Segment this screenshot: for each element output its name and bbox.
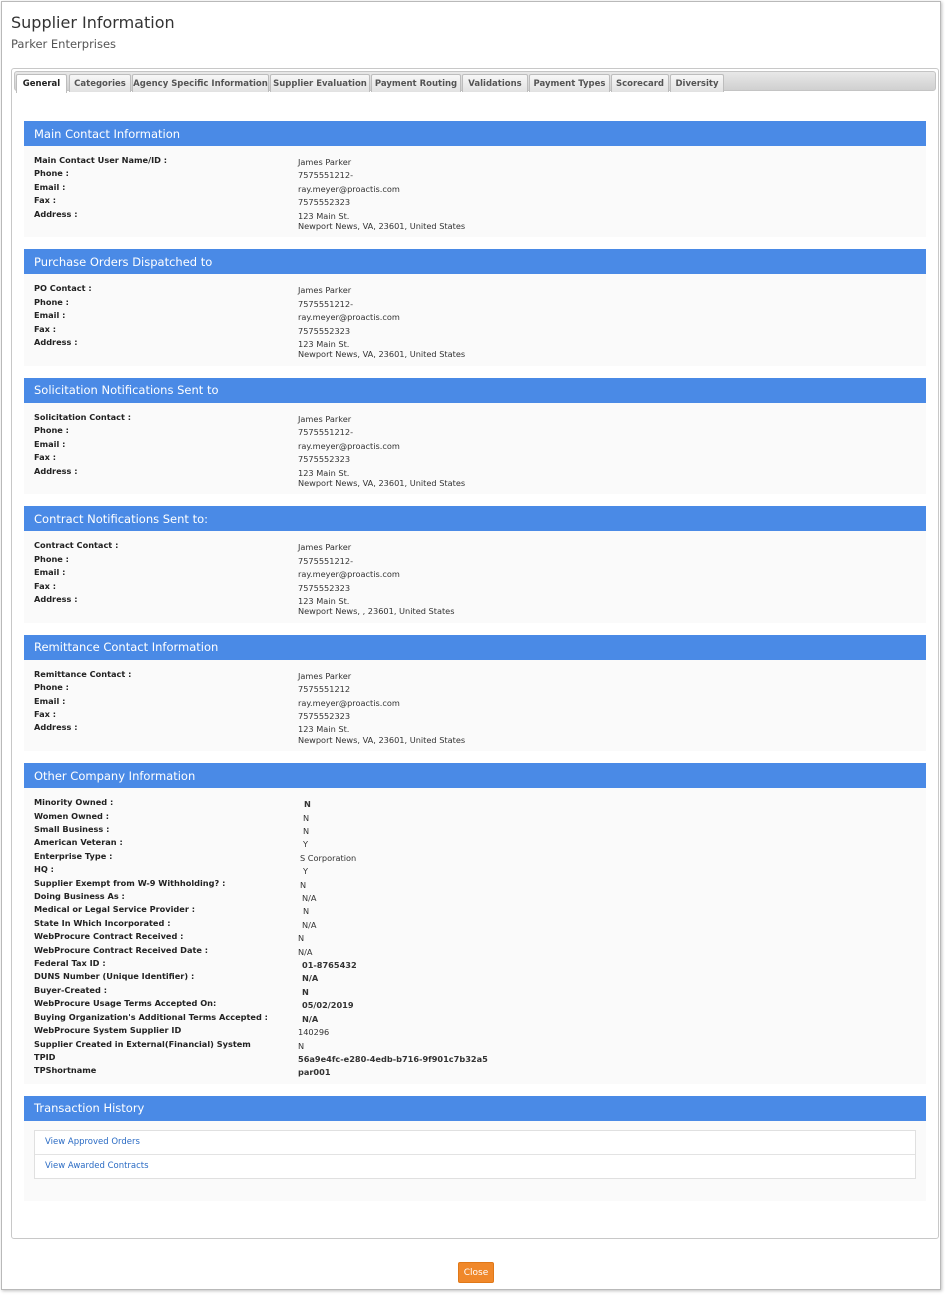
general-tab-content bbox=[24, 121, 926, 1213]
field-label: Address : bbox=[34, 722, 78, 733]
field-row bbox=[34, 167, 916, 180]
field-value: 56a9e4fc-e280-4edb-b716-9f901c7b32a5 bbox=[298, 1053, 488, 1064]
address-value: 123 Main St. Newport News, VA, 23601, United States bbox=[298, 467, 466, 488]
field-value: 7575551212- bbox=[298, 555, 354, 566]
field-label: Address : bbox=[34, 337, 78, 348]
field-row bbox=[34, 282, 916, 295]
field-row bbox=[34, 539, 916, 552]
field-row bbox=[34, 823, 916, 836]
field-row bbox=[34, 903, 916, 916]
tab-agency-specific-information[interactable]: Agency Specific Information bbox=[132, 74, 269, 92]
field-value: 7575552323 bbox=[298, 325, 351, 336]
section-header: Other Company Information bbox=[24, 763, 926, 788]
tab-payment-routing[interactable]: Payment Routing bbox=[371, 74, 461, 92]
field-row bbox=[34, 944, 916, 957]
view-awarded-contracts-link[interactable]: View Awarded Contracts bbox=[45, 1161, 149, 1172]
field-label: Solicitation Contact : bbox=[34, 411, 132, 422]
field-value: N bbox=[298, 933, 305, 944]
field-value: 01-8765432 bbox=[302, 960, 357, 971]
supplier-name: Parker Enterprises bbox=[11, 37, 117, 51]
field-value: ray.meyer@proactis.com bbox=[298, 440, 400, 451]
transaction-history-section bbox=[24, 1096, 926, 1201]
field-label: WebProcure Contract Received : bbox=[34, 931, 184, 942]
section-body bbox=[24, 403, 926, 494]
field-label: DUNS Number (Unique Identifier) : bbox=[34, 971, 195, 982]
field-label: American Veteran : bbox=[34, 837, 123, 848]
field-row bbox=[34, 154, 916, 167]
dialog-title: Supplier Information bbox=[11, 13, 175, 32]
field-row bbox=[34, 411, 916, 424]
field-value: 140296 bbox=[298, 1027, 330, 1038]
view-approved-orders-link[interactable]: View Approved Orders bbox=[35, 1131, 915, 1155]
field-label: Address : bbox=[34, 465, 78, 476]
field-label: Remittance Contact : bbox=[34, 668, 132, 679]
field-row bbox=[34, 721, 916, 745]
field-label: Doing Business As : bbox=[34, 891, 125, 902]
address-value: 123 Main St. Newport News, VA, 23601, United States bbox=[298, 339, 466, 360]
field-label: Medical or Legal Service Provider : bbox=[34, 904, 195, 915]
field-value: N bbox=[303, 906, 310, 917]
field-row bbox=[34, 890, 916, 903]
field-label: Address : bbox=[34, 208, 78, 219]
field-row bbox=[34, 438, 916, 451]
field-row bbox=[34, 296, 916, 309]
field-row bbox=[34, 957, 916, 970]
section-header: Purchase Orders Dispatched to bbox=[24, 249, 926, 274]
field-value: 7575552323 bbox=[298, 197, 351, 208]
field-row bbox=[34, 1051, 916, 1064]
tab-panel bbox=[11, 68, 939, 1239]
field-label: Fax : bbox=[34, 323, 57, 334]
field-value: N/A bbox=[298, 946, 313, 957]
field-label: Fax : bbox=[34, 708, 57, 719]
transaction-links bbox=[34, 1130, 916, 1179]
tab-diversity[interactable]: Diversity bbox=[670, 74, 724, 92]
field-label: WebProcure System Supplier ID bbox=[34, 1025, 182, 1036]
tab-bar bbox=[14, 71, 936, 91]
section-header: Main Contact Information bbox=[24, 121, 926, 146]
field-label: TPID bbox=[34, 1051, 56, 1062]
field-value: James Parker bbox=[298, 670, 352, 681]
section-header: Transaction History bbox=[24, 1096, 926, 1121]
field-value: James Parker bbox=[298, 157, 352, 167]
field-row bbox=[34, 1064, 916, 1077]
field-value: N/A bbox=[302, 919, 317, 930]
field-label: Fax : bbox=[34, 195, 57, 206]
field-label: Federal Tax ID : bbox=[34, 958, 106, 969]
field-row bbox=[34, 810, 916, 823]
solicitation-section bbox=[24, 378, 926, 494]
field-value: 7575552323 bbox=[298, 710, 351, 721]
field-row bbox=[34, 850, 916, 863]
tab-scorecard[interactable]: Scorecard bbox=[611, 74, 669, 92]
field-row bbox=[34, 668, 916, 681]
field-label: WebProcure Usage Terms Accepted On: bbox=[34, 998, 217, 1009]
field-row bbox=[34, 424, 916, 437]
field-row bbox=[34, 681, 916, 694]
field-label: Fax : bbox=[34, 452, 57, 463]
field-value: N/A bbox=[302, 973, 319, 984]
field-value: 7575552323 bbox=[298, 454, 351, 465]
field-value: N bbox=[304, 799, 311, 810]
field-value: Y bbox=[303, 866, 309, 877]
field-row bbox=[34, 309, 916, 322]
field-row bbox=[34, 997, 916, 1010]
field-value: N bbox=[303, 812, 310, 823]
field-label: Fax : bbox=[34, 580, 57, 591]
field-label: Phone : bbox=[34, 682, 69, 693]
field-label: Enterprise Type : bbox=[34, 850, 113, 861]
field-value: N bbox=[300, 879, 307, 890]
tab-supplier-evaluation[interactable]: Supplier Evaluation bbox=[270, 74, 370, 92]
address-value: 123 Main St. Newport News, , 23601, United States bbox=[298, 595, 455, 617]
field-row bbox=[34, 323, 916, 336]
field-label: Phone : bbox=[34, 296, 69, 307]
field-row bbox=[34, 1024, 916, 1037]
field-value: 7575552323 bbox=[298, 582, 351, 593]
field-label: Phone : bbox=[34, 168, 69, 179]
field-value: 05/02/2019 bbox=[302, 1000, 354, 1011]
field-row bbox=[34, 208, 916, 232]
section-header: Contract Notifications Sent to: bbox=[24, 506, 926, 531]
field-row bbox=[34, 877, 916, 890]
field-row bbox=[34, 580, 916, 593]
section-body bbox=[24, 1121, 926, 1201]
field-row bbox=[34, 451, 916, 464]
field-label: Email : bbox=[34, 181, 66, 192]
field-value: N bbox=[298, 1040, 305, 1051]
field-row bbox=[34, 708, 916, 721]
field-label: Email : bbox=[34, 438, 66, 449]
section-body bbox=[24, 274, 926, 365]
field-row bbox=[34, 796, 916, 809]
other-company-section bbox=[24, 763, 926, 1084]
field-label: Address : bbox=[34, 593, 78, 604]
tab-general[interactable]: General bbox=[16, 74, 67, 93]
field-value: ray.meyer@proactis.com bbox=[298, 569, 400, 580]
field-value: 7575551212 bbox=[298, 684, 351, 695]
section-body bbox=[24, 788, 926, 1084]
field-row bbox=[34, 695, 916, 708]
field-value: N/A bbox=[302, 893, 317, 904]
field-row bbox=[34, 465, 916, 489]
close-button[interactable]: Close bbox=[458, 1262, 494, 1283]
section-header: Remittance Contact Information bbox=[24, 635, 926, 660]
field-value: ray.meyer@proactis.com bbox=[298, 312, 400, 323]
field-row bbox=[34, 970, 916, 983]
tab-categories[interactable]: Categories bbox=[69, 74, 131, 92]
section-body bbox=[24, 660, 926, 751]
field-row bbox=[34, 1011, 916, 1024]
field-value: 7575551212- bbox=[298, 170, 354, 181]
field-label: Main Contact User Name/ID : bbox=[34, 155, 168, 165]
field-value: ray.meyer@proactis.com bbox=[298, 183, 400, 194]
field-label: Minority Owned : bbox=[34, 797, 114, 808]
field-row bbox=[34, 181, 916, 194]
field-value: par001 bbox=[298, 1067, 331, 1078]
field-row bbox=[34, 194, 916, 207]
section-header: Solicitation Notifications Sent to bbox=[24, 378, 926, 403]
field-row bbox=[34, 553, 916, 566]
field-label: State In Which Incorporated : bbox=[34, 917, 171, 928]
address-value: 123 Main St. Newport News, VA, 23601, United States bbox=[298, 724, 466, 745]
po-dispatch-section bbox=[24, 249, 926, 365]
field-label: Small Business : bbox=[34, 824, 110, 834]
tab-validations[interactable]: Validations bbox=[462, 74, 528, 92]
field-label: WebProcure Contract Received Date : bbox=[34, 944, 209, 955]
supplier-info-dialog bbox=[1, 1, 941, 1290]
remittance-section bbox=[24, 635, 926, 751]
field-label: Phone : bbox=[34, 425, 69, 436]
field-row bbox=[34, 593, 916, 617]
field-label: HQ : bbox=[34, 864, 54, 875]
field-row bbox=[34, 336, 916, 360]
field-label: Supplier Created in External(Financial) System bbox=[34, 1038, 251, 1049]
field-label: Email : bbox=[34, 567, 66, 578]
field-row bbox=[34, 863, 916, 876]
field-label: Email : bbox=[34, 695, 66, 706]
field-value: ray.meyer@proactis.com bbox=[298, 697, 400, 708]
field-value: James Parker bbox=[298, 542, 352, 553]
field-row bbox=[34, 836, 916, 849]
field-label: Email : bbox=[34, 310, 66, 321]
field-label: Women Owned : bbox=[34, 810, 110, 821]
field-value: Y bbox=[303, 839, 309, 850]
field-label: Phone : bbox=[34, 553, 69, 564]
field-value: James Parker bbox=[298, 285, 352, 296]
field-label: TPShortname bbox=[34, 1065, 97, 1076]
field-value: N/A bbox=[302, 1013, 319, 1024]
field-label: PO Contact : bbox=[34, 283, 92, 294]
field-row bbox=[34, 917, 916, 930]
section-body bbox=[24, 531, 926, 622]
field-row bbox=[34, 1038, 916, 1051]
field-value: N bbox=[303, 826, 310, 836]
field-label: Buyer-Created : bbox=[34, 984, 107, 995]
section-body bbox=[24, 146, 926, 237]
field-value: 7575551212- bbox=[298, 427, 354, 438]
field-value: N bbox=[302, 986, 309, 997]
field-row bbox=[34, 566, 916, 579]
address-value: 123 Main St. Newport News, VA, 23601, United States bbox=[298, 210, 466, 232]
main-contact-section bbox=[24, 121, 926, 237]
field-value: James Parker bbox=[298, 413, 352, 424]
field-label: Supplier Exempt from W-9 Withholding? : bbox=[34, 877, 226, 888]
field-label: Buying Organization's Additional Terms Accepted : bbox=[34, 1011, 268, 1022]
tab-payment-types[interactable]: Payment Types bbox=[529, 74, 610, 92]
field-label: Contract Contact : bbox=[34, 540, 119, 551]
field-value: S Corporation bbox=[300, 852, 357, 863]
field-row bbox=[34, 930, 916, 943]
contract-section bbox=[24, 506, 926, 622]
field-row bbox=[34, 984, 916, 997]
field-value: 7575551212- bbox=[298, 298, 354, 309]
